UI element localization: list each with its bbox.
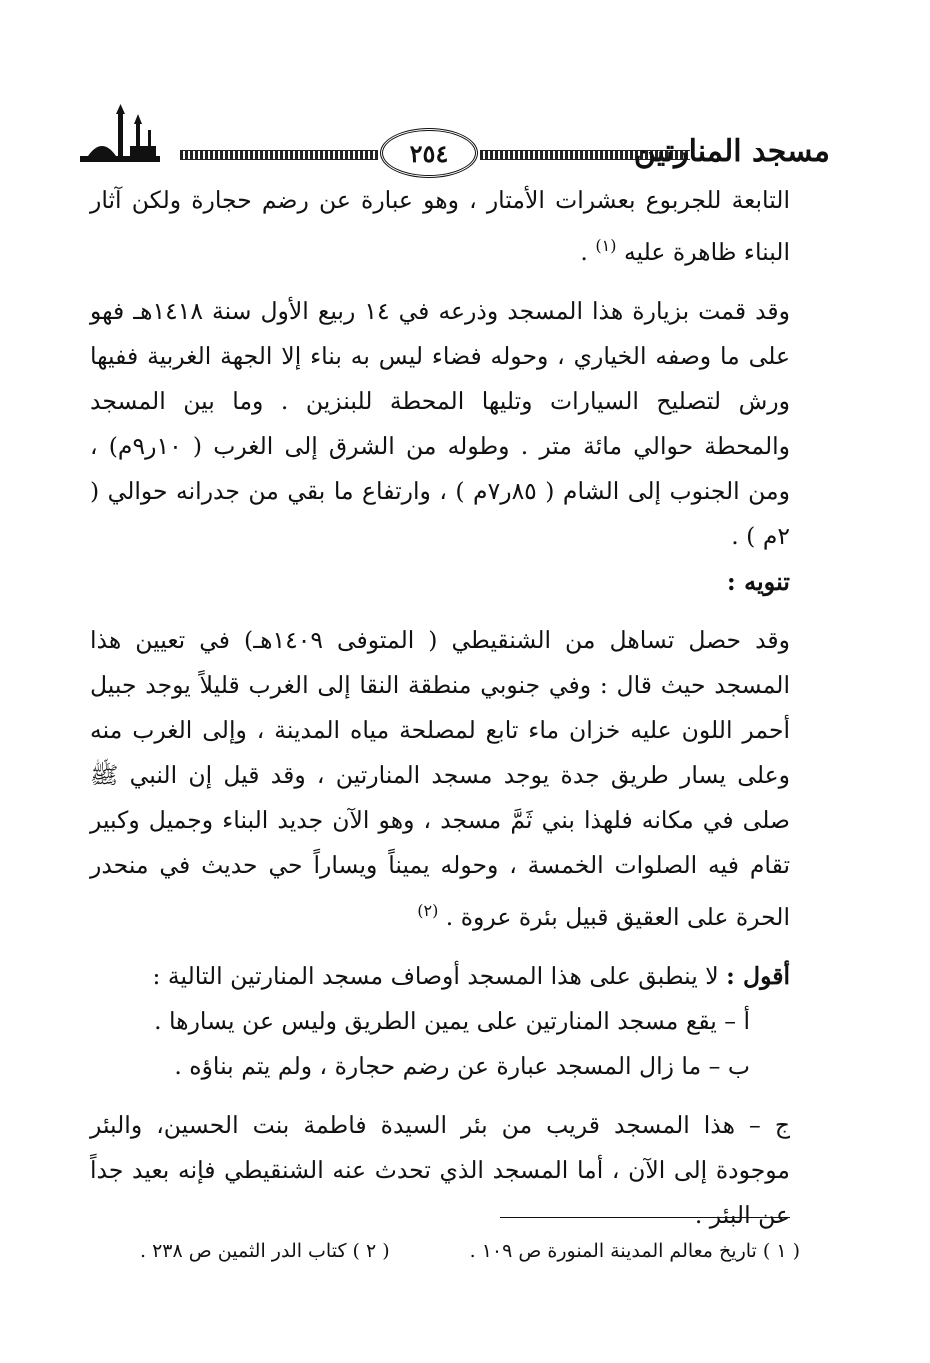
paragraph: وقد حصل تساهل من الشنقيطي ( المتوفى ١٤٠٩هـ) في تعيين هذا المسجد حيث قال : وفي جنوبي منطقة النقا إلى الغرب قليلاً يوجد جبيل أحمر اللون عليه خزان ماء تابع لمصلحة مياه المدينة ، وإلى الغرب منه وعلى يسار طريق جدة يوجد مسجد المنارتين ، وقد قيل إن النبي ﷺ صلى في مكانه فلهذا بني ثَمَّ مسجد ، وهو الآن جديد البناء وجميل وكبير تقام فيه الصلوات الخمسة ، وحوله يميناً ويساراً حي حديث في منحدر الحرة على العقيق قبيل بئرة عروة . $^{(٢)}$ — [90, 625, 790, 931]
footnote-mark: (٢) — [417, 900, 439, 920]
header-ornament-left — [180, 150, 378, 160]
footnotes — [140, 1240, 800, 1262]
page-body — [90, 178, 790, 1238]
footnote: ( ١ ) تاريخ معالم المدينة المنورة ص ١٠٩ . — [469, 1240, 800, 1262]
footnote: ( ٢ ) كتاب الدر الثمين ص ٢٣٨ . — [140, 1240, 390, 1262]
paragraph: أقول : لا ينطبق على هذا المسجد أوصاف مسجد المنارتين التالية : — [152, 961, 790, 990]
section-heading: تنويه : — [726, 566, 790, 596]
akul-label: أقول : — [726, 961, 790, 990]
page-title: مسجد المنارتين — [633, 134, 830, 169]
list-item: ب – ما زال المسجد عبارة عن رضم حجارة ، ولم يتم بناؤه . — [174, 1051, 750, 1080]
mosque-minarets-icon — [80, 100, 160, 170]
page-number: ٢٥٤ — [380, 128, 478, 178]
paragraph: التابعة للجربوع بعشرات الأمتار ، وهو عبارة عن رضم حجارة ولكن آثار البناء ظاهرة عليه $^{(١)}$ . — [90, 186, 790, 266]
footnote-mark: (١) — [595, 236, 617, 255]
page-header — [80, 100, 830, 178]
footnote-divider — [500, 1217, 790, 1218]
paragraph: وقد قمت بزيارة هذا المسجد وذرعه في ١٤ ربيع الأول سنة ١٤١٨هـ فهو على ما وصفه الخياري ، وحوله فضاء ليس به بناء إلا الجهة الغربية ففيها ورش لتصليح السيارات وتليها المحطة للبنزين . وما بين المسجد والمحطة حوالي مائة متر . وطوله من الشرق إلى الغرب ( ١٠ر٩م) ، ومن الجنوب إلى الشام ( ٨٥ر٧م ) ، وارتفاع ما بقي من جدرانه حوالي ( ٢م ) . — [90, 296, 791, 550]
list-item: أ – يقع مسجد المنارتين على يمين الطريق وليس عن يسارها . — [154, 1006, 750, 1035]
list-item: ج – هذا المسجد قريب من بئر السيدة فاطمة بنت الحسين، والبئر موجودة إلى الآن ، أما المسجد الذي تحدث عنه الشنقيطي فإنه بعيد جداً عن البئر . — [90, 1110, 790, 1229]
